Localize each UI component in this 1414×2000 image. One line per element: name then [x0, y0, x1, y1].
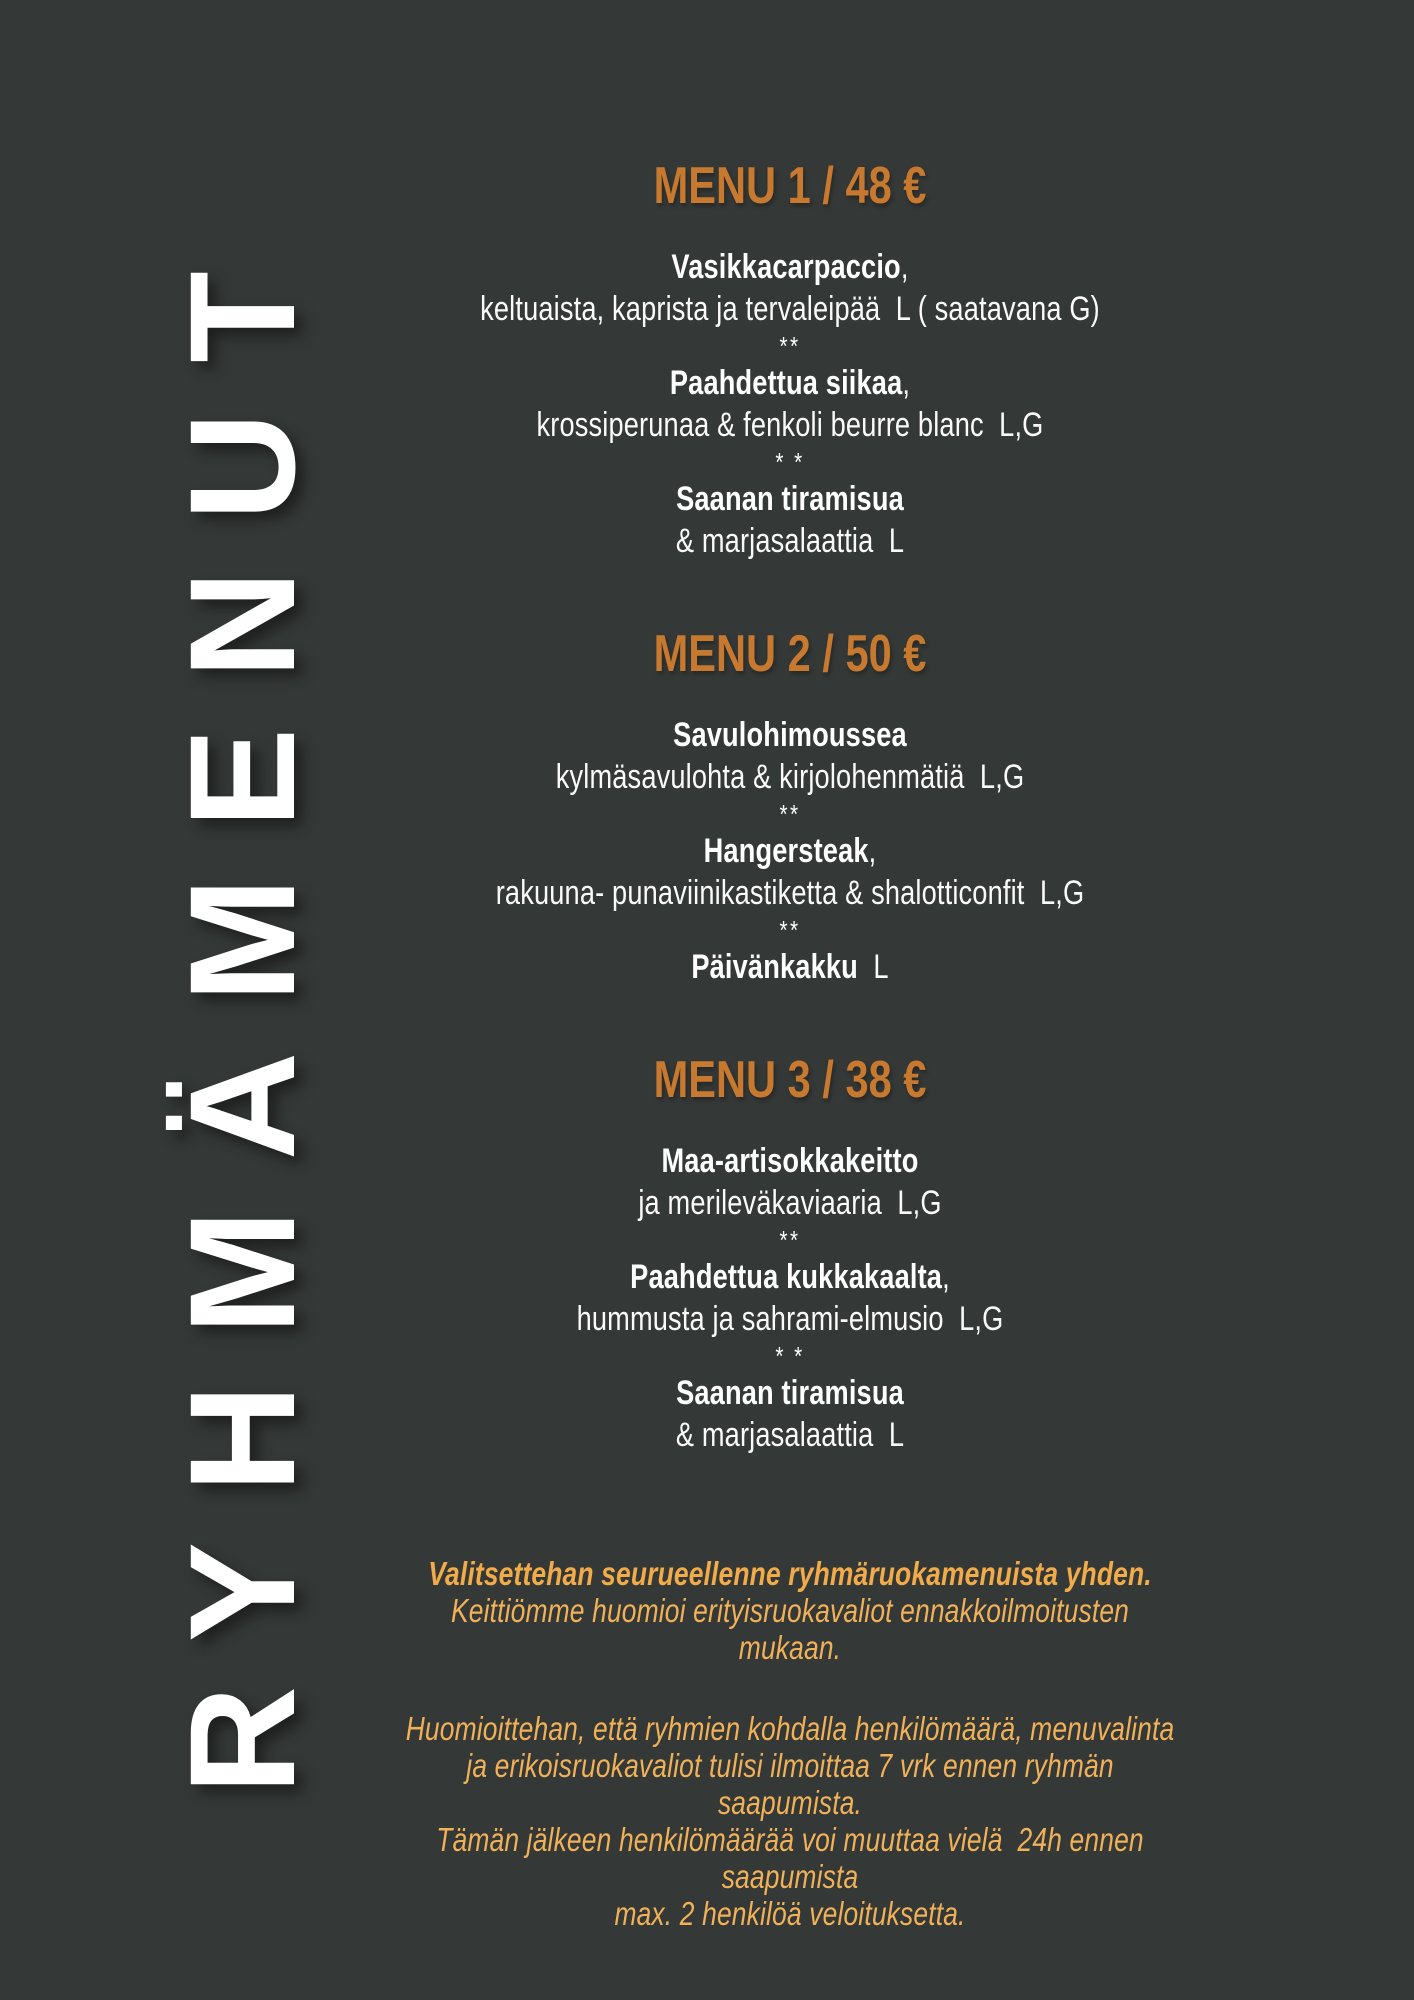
course-name-suffix: , [942, 1258, 950, 1296]
course-name-suffix: , [900, 248, 909, 286]
course-name-text: Päivänkakku [691, 948, 858, 986]
notes-block [398, 1555, 1182, 1932]
notes-gap [398, 1666, 1182, 1710]
course-description: rakuuna- punaviinikastiketta & shalotticonfit L,G [495, 874, 1085, 912]
course [398, 246, 1182, 362]
course-name-suffix: L [857, 948, 889, 986]
course-name [398, 946, 1182, 988]
course-name-text: Paahdettua kukkakaalta [630, 1258, 943, 1296]
course-name [398, 362, 1182, 404]
course-description: hummusta ja sahrami-elmusio L,G [576, 1300, 1004, 1338]
course-name-suffix: , [868, 832, 877, 870]
vertical-title: RYHMÄMENUT [158, 221, 326, 1795]
note-line: max. 2 henkilöä veloituksetta. [614, 1895, 966, 1932]
note-line: Valitsettehan seurueellenne ryhmäruokamenuista yhden. [428, 1555, 1152, 1592]
course [398, 478, 1182, 562]
note-line: Huomioittehan, että ryhmien kohdalla henkilömäärä, menuvalinta [405, 1710, 1175, 1747]
course-name-text: Maa-artisokkakeitto [661, 1142, 919, 1180]
course [398, 946, 1182, 988]
menu-section-1 [398, 157, 1182, 562]
course-name [398, 1140, 1182, 1182]
course-name-suffix: , [902, 364, 911, 402]
note-line: ja erikoisruokavaliot tulisi ilmoittaa 7 vrk ennen ryhmän saapumista. [466, 1747, 1114, 1821]
menu-title: MENU 2 / 50 € [653, 625, 927, 683]
course-name [398, 478, 1182, 520]
course-name-text: Saanan tiramisua [676, 1374, 904, 1412]
course-name-text: Hangersteak [703, 832, 869, 870]
course-name-text: Savulohimoussea [673, 716, 907, 754]
course-name-text: Vasikkacarpaccio [671, 248, 901, 286]
course [398, 1256, 1182, 1372]
course-description: ja merileväkaviaaria L,G [638, 1184, 942, 1222]
course [398, 714, 1182, 830]
course [398, 830, 1182, 946]
menu-section-3 [398, 1051, 1182, 1456]
course-separator: ** [779, 331, 801, 361]
course-name [398, 830, 1182, 872]
course [398, 1140, 1182, 1256]
menu-content [398, 157, 1182, 1932]
course-description: krossiperunaa & fenkoli beurre blanc L,G [536, 406, 1044, 444]
course-description: & marjasalaattia L [675, 1416, 905, 1454]
course-separator: ** [779, 915, 801, 945]
course-name [398, 714, 1182, 756]
course-description: keltuaista, kaprista ja tervaleipää L ( saatavana G) [480, 290, 1100, 328]
course [398, 1372, 1182, 1456]
course-separator: * * [775, 447, 805, 477]
course-separator: * * [775, 1341, 805, 1371]
course-name-text: Paahdettua siikaa [669, 364, 903, 402]
course-description: kylmäsavulohta & kirjolohenmätiä L,G [555, 758, 1025, 796]
course-separator: ** [779, 1225, 801, 1255]
menu-title: MENU 3 / 38 € [653, 1051, 927, 1109]
course-name-text: Saanan tiramisua [676, 480, 904, 518]
course [398, 362, 1182, 478]
note-line: Tämän jälkeen henkilömäärää voi muuttaa vielä 24h ennen saapumista [436, 1821, 1144, 1895]
menu-section-2 [398, 625, 1182, 988]
course-separator: ** [779, 799, 801, 829]
course-description: & marjasalaattia L [675, 522, 905, 560]
course-name [398, 246, 1182, 288]
menu-title: MENU 1 / 48 € [653, 157, 927, 215]
course-name [398, 1256, 1182, 1298]
note-line: Keittiömme huomioi erityisruokavaliot ennakkoilmoitusten mukaan. [450, 1592, 1130, 1666]
course-name [398, 1372, 1182, 1414]
